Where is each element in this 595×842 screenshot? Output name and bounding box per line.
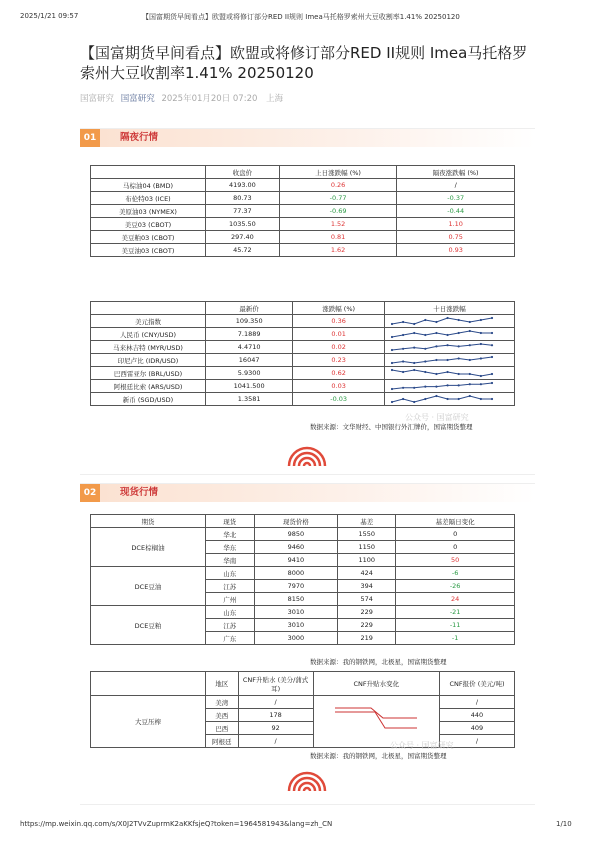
table-cell: 1035.50 [206, 218, 280, 231]
table-cell: / [440, 735, 515, 748]
table-cell: 229 [338, 606, 396, 619]
group-label: DCE豆粕 [91, 606, 206, 645]
table-header-cell: 涨跌幅 (%) [293, 302, 385, 315]
table-cell: 0.23 [293, 354, 385, 367]
group-label: DCE豆油 [91, 567, 206, 606]
table-header-cell: 地区 [206, 672, 239, 696]
table-cell: 4193.00 [206, 179, 280, 192]
sparkline-cell [385, 341, 515, 354]
spot-basis-table [90, 514, 515, 645]
watermark: 公众号 · 国富研究 [390, 741, 454, 750]
row-label: 美豆03 (CBOT) [91, 218, 206, 231]
table-row [91, 393, 515, 406]
table-cell: 0 [396, 528, 515, 541]
sparkline-point [458, 398, 460, 400]
sparkline-point [446, 371, 448, 373]
article-title: 【国富期货早间看点】欧盟或将修订部分RED II规则 Imea马托格罗索州大豆收割率1.41% 20250120 [80, 44, 528, 82]
sparkline [387, 381, 497, 391]
table-row [91, 380, 515, 393]
sparkline-point [480, 357, 482, 359]
section-header-bar [80, 129, 535, 147]
row-label: 人民币 (CNY/USD) [91, 328, 206, 341]
table-cell: 8150 [254, 593, 338, 606]
sparkline-point [491, 382, 493, 384]
sparkline-point [435, 386, 437, 388]
section-number: 02 [80, 484, 100, 502]
cnf-change-chart [331, 698, 421, 744]
table-header-cell: 最新价 [206, 302, 293, 315]
table-cell: 50 [396, 554, 515, 567]
table-cell: 219 [338, 632, 396, 645]
table-cell: 广东 [206, 632, 255, 645]
table-cell: 297.40 [206, 231, 280, 244]
table-header [91, 166, 515, 179]
table-row [91, 606, 515, 619]
table-cell: 1.3581 [206, 393, 293, 406]
table-row [91, 528, 515, 541]
table-cell: -1 [396, 632, 515, 645]
row-label: 美豆粕03 (CBOT) [91, 231, 206, 244]
table-row [91, 192, 515, 205]
sparkline [387, 394, 497, 404]
table-row [91, 354, 515, 367]
table-cell: 7970 [254, 580, 338, 593]
sparkline-point [458, 319, 460, 321]
row-label: 新币 (SGD/USD) [91, 393, 206, 406]
sparkline-point [446, 384, 448, 386]
table-header-cell: CNF升贴水变化 [313, 672, 439, 696]
table-cell: -11 [396, 619, 515, 632]
company-logo-icon [285, 444, 329, 468]
sparkline-point [391, 323, 393, 325]
table-row [91, 567, 515, 580]
table-cell: 阿根廷 [206, 735, 239, 748]
table-header-cell: 现货 [206, 515, 255, 528]
account-link[interactable]: 国富研究 [120, 94, 155, 104]
row-label: 马棕油04 (BMD) [91, 179, 206, 192]
table-header-cell [91, 302, 206, 315]
table-cell: 山东 [206, 606, 255, 619]
sparkline-point [480, 375, 482, 377]
table-cell: / [440, 696, 515, 709]
sparkline-point [413, 387, 415, 389]
article-meta [80, 92, 283, 104]
sparkline-point [446, 334, 448, 336]
data-source: 数据来源：文华财经、中国银行外汇牌价，国富期货整理 [310, 423, 473, 431]
table-row [91, 231, 515, 244]
sparkline-point [469, 321, 471, 323]
sparkline [387, 342, 497, 352]
sparkline-point [458, 373, 460, 375]
table-cell: 16047 [206, 354, 293, 367]
table-cell: 1.62 [279, 244, 397, 257]
table-header-cell: 隔夜涨跌幅 (%) [397, 166, 515, 179]
table-cell: / [238, 696, 313, 709]
table-cell: 4.4710 [206, 341, 293, 354]
table-row [91, 244, 515, 257]
sparkline-path [392, 331, 492, 337]
sparkline-path [392, 370, 492, 376]
sparkline-point [480, 343, 482, 345]
table-cell: 1100 [338, 554, 396, 567]
sparkline-path [392, 318, 492, 324]
sparkline-point [435, 321, 437, 323]
watermark: 公众号 · 国富研究 [405, 413, 469, 422]
sparkline-cell [385, 367, 515, 380]
table-cell: -6 [396, 567, 515, 580]
table-cell: 178 [238, 709, 313, 722]
table-cell: 0.62 [293, 367, 385, 380]
section-title: 隔夜行情 [120, 132, 159, 143]
row-label: 美豆油03 (CBOT) [91, 244, 206, 257]
sparkline-point [469, 344, 471, 346]
sparkline-point [424, 398, 426, 400]
sparkline-point [424, 334, 426, 336]
table-cell: 0.93 [397, 244, 515, 257]
table-header-cell: 基差 [338, 515, 396, 528]
sparkline [387, 368, 497, 378]
section-title: 现货行情 [120, 487, 159, 498]
sparkline-point [391, 362, 393, 364]
sparkline-path [392, 357, 492, 363]
sparkline-point [491, 344, 493, 346]
table-cell: -0.03 [293, 393, 385, 406]
sparkline-path [392, 396, 492, 402]
table-cell: 77.37 [206, 205, 280, 218]
sparkline-point [446, 317, 448, 319]
sparkline [387, 329, 497, 339]
table-cell: 江苏 [206, 580, 255, 593]
table-header-cell: 上日涨跌幅 (%) [279, 166, 397, 179]
table-header [91, 302, 515, 315]
author-name: 国富研究 [80, 94, 115, 104]
sparkline-point [391, 336, 393, 338]
sparkline-path [392, 344, 492, 350]
sparkline-point [413, 401, 415, 403]
company-logo-icon [285, 769, 329, 793]
row-label: 印尼卢比 (IDR/USD) [91, 354, 206, 367]
row-label: 马来林吉特 (MYR/USD) [91, 341, 206, 354]
table-cell: 7.1889 [206, 328, 293, 341]
data-source: 数据来源：我的钢铁网，北极星，国富期货整理 [310, 658, 447, 666]
table-cell: 1041.500 [206, 380, 293, 393]
sparkline-cell [385, 393, 515, 406]
table-row [91, 367, 515, 380]
sparkline-point [402, 371, 404, 373]
group-label: DCE棕榈油 [91, 528, 206, 567]
sparkline-point [435, 359, 437, 361]
sparkline-point [435, 332, 437, 334]
table-row [91, 341, 515, 354]
table-cell: -0.69 [279, 205, 397, 218]
sparkline-point [458, 332, 460, 334]
table-cell: 9850 [254, 528, 338, 541]
section-spot [80, 483, 535, 805]
overnight-futures-table [90, 165, 515, 257]
sparkline-point [413, 347, 415, 349]
sparkline [387, 316, 497, 326]
table-cell: 45.72 [206, 244, 280, 257]
data-source: 数据来源：我的钢铁网，北极星，国富期货整理 [310, 752, 447, 760]
sparkline-point [480, 398, 482, 400]
cnf-change-line [335, 712, 417, 728]
table-header [91, 515, 515, 528]
table-cell: 华东 [206, 541, 255, 554]
section-header-bar [80, 484, 535, 502]
table-header-cell [91, 166, 206, 179]
table-cell: 1550 [338, 528, 396, 541]
table-cell: -21 [396, 606, 515, 619]
table-row [91, 696, 515, 709]
table-header-cell: 十日涨跌幅 [385, 302, 515, 315]
sparkline-point [435, 373, 437, 375]
sparkline-point [402, 334, 404, 336]
sparkline-point [469, 373, 471, 375]
sparkline-point [458, 384, 460, 386]
table-cell: 3010 [254, 619, 338, 632]
sparkline-cell [385, 380, 515, 393]
table-row [91, 315, 515, 328]
table-cell: 3010 [254, 606, 338, 619]
section-number: 01 [80, 129, 100, 147]
table-cell: 9460 [254, 541, 338, 554]
sparkline-point [424, 386, 426, 388]
table-cell: 巴西 [206, 722, 239, 735]
table-cell: 8000 [254, 567, 338, 580]
table-cell: 5.9300 [206, 367, 293, 380]
table-cell: 美湾 [206, 696, 239, 709]
sparkline-point [402, 398, 404, 400]
sparkline [387, 355, 497, 365]
sparkline-point [424, 360, 426, 362]
table-cell: 0.03 [293, 380, 385, 393]
sparkline-point [469, 359, 471, 361]
table-cell: 229 [338, 619, 396, 632]
sparkline-point [446, 359, 448, 361]
publish-location: 上海 [266, 94, 284, 104]
sparkline-point [446, 398, 448, 400]
table-cell: 3000 [254, 632, 338, 645]
sparkline-point [391, 401, 393, 403]
sparkline-point [469, 383, 471, 385]
table-cell: 江苏 [206, 619, 255, 632]
table-cell: 0.75 [397, 231, 515, 244]
sparkline-path [392, 383, 492, 389]
table-cell: 92 [238, 722, 313, 735]
table-cell: 0.02 [293, 341, 385, 354]
sparkline-point [413, 323, 415, 325]
table-cell: -0.77 [279, 192, 397, 205]
sparkline-point [413, 369, 415, 371]
sparkline-point [446, 344, 448, 346]
fx-table [90, 301, 515, 406]
sparkline-cell [385, 354, 515, 367]
row-label: 美原油03 (NYMEX) [91, 205, 206, 218]
sparkline-point [491, 398, 493, 400]
table-row [91, 218, 515, 231]
table-cell: 24 [396, 593, 515, 606]
sparkline-point [391, 369, 393, 371]
table-header-cell: 基差隔日变化 [396, 515, 515, 528]
table-cell: 424 [338, 567, 396, 580]
sparkline-point [402, 387, 404, 389]
sparkline-point [458, 357, 460, 359]
table-header-cell: CNF报价 (美元/吨) [440, 672, 515, 696]
sparkline-point [480, 319, 482, 321]
table-header [91, 672, 515, 696]
table-cell: 9410 [254, 554, 338, 567]
table-cell: 394 [338, 580, 396, 593]
section-overnight [80, 128, 535, 475]
table-cell: / [238, 735, 313, 748]
table-cell: 山东 [206, 567, 255, 580]
table-header-cell: 期货 [91, 515, 206, 528]
sparkline-point [424, 319, 426, 321]
table-header-cell [91, 672, 206, 696]
table-cell: 华南 [206, 554, 255, 567]
table-cell: 0.81 [279, 231, 397, 244]
sparkline-point [413, 362, 415, 364]
row-label: 美元指数 [91, 315, 206, 328]
table-cell: 1150 [338, 541, 396, 554]
table-header-cell: 收盘价 [206, 166, 280, 179]
sparkline-point [424, 348, 426, 350]
row-label: 阿根廷比索 (ARS/USD) [91, 380, 206, 393]
table-cell: -0.44 [397, 205, 515, 218]
table-cell: 440 [440, 709, 515, 722]
table-row [91, 328, 515, 341]
row-label: 布伦特03 (ICE) [91, 192, 206, 205]
table-row [91, 179, 515, 192]
table-cell: 0.01 [293, 328, 385, 341]
sparkline-point [480, 332, 482, 334]
table-cell: 广州 [206, 593, 255, 606]
table-header-cell: 现货价格 [254, 515, 338, 528]
table-cell: 574 [338, 593, 396, 606]
sparkline-cell [385, 328, 515, 341]
sparkline-point [391, 388, 393, 390]
group-label: 大豆压榨 [91, 696, 206, 748]
table-cell: 0.36 [293, 315, 385, 328]
sparkline-point [458, 345, 460, 347]
sparkline-point [402, 360, 404, 362]
sparkline-point [402, 321, 404, 323]
cnf-table [90, 671, 515, 748]
table-cell: 美西 [206, 709, 239, 722]
sparkline-point [424, 371, 426, 373]
page-number: 1/10 [556, 820, 572, 828]
print-timestamp: 2025/1/21 09:57 [20, 12, 79, 20]
sparkline-point [391, 349, 393, 351]
sparkline-point [480, 383, 482, 385]
sparkline-point [491, 317, 493, 319]
table-header-cell: CNF升贴水 (美分/蒲式耳) [238, 672, 313, 696]
table-cell: -0.37 [397, 192, 515, 205]
publish-date: 2025年01月20日 07:20 [161, 94, 258, 104]
table-cell: 109.350 [206, 315, 293, 328]
table-cell: / [397, 179, 515, 192]
table-cell: 华北 [206, 528, 255, 541]
table-cell: -26 [396, 580, 515, 593]
sparkline-point [413, 332, 415, 334]
table-cell: 80.73 [206, 192, 280, 205]
table-cell: 1.52 [279, 218, 397, 231]
table-cell: 409 [440, 722, 515, 735]
sparkline-point [402, 348, 404, 350]
sparkline-point [469, 395, 471, 397]
print-url: https://mp.weixin.qq.com/s/X0J2TVvZuprmK2aKKfsjeQ?token=1964581943&lang=zh_CN [20, 820, 333, 828]
sparkline-point [491, 356, 493, 358]
sparkline-point [491, 332, 493, 334]
row-label: 巴西雷亚尔 (BRL/USD) [91, 367, 206, 380]
table-cell: 0 [396, 541, 515, 554]
sparkline-point [469, 330, 471, 332]
table-row [91, 205, 515, 218]
print-doc-title: 【国富期货早间看点】欧盟或将修订部分RED II规则 Imea马托格罗索州大豆收割率1.41% 20250120 [142, 13, 460, 21]
sparkline-point [491, 373, 493, 375]
table-cell: 0.26 [279, 179, 397, 192]
sparkline-cell [385, 315, 515, 328]
table-cell: 1.10 [397, 218, 515, 231]
sparkline-point [435, 395, 437, 397]
sparkline-point [435, 345, 437, 347]
